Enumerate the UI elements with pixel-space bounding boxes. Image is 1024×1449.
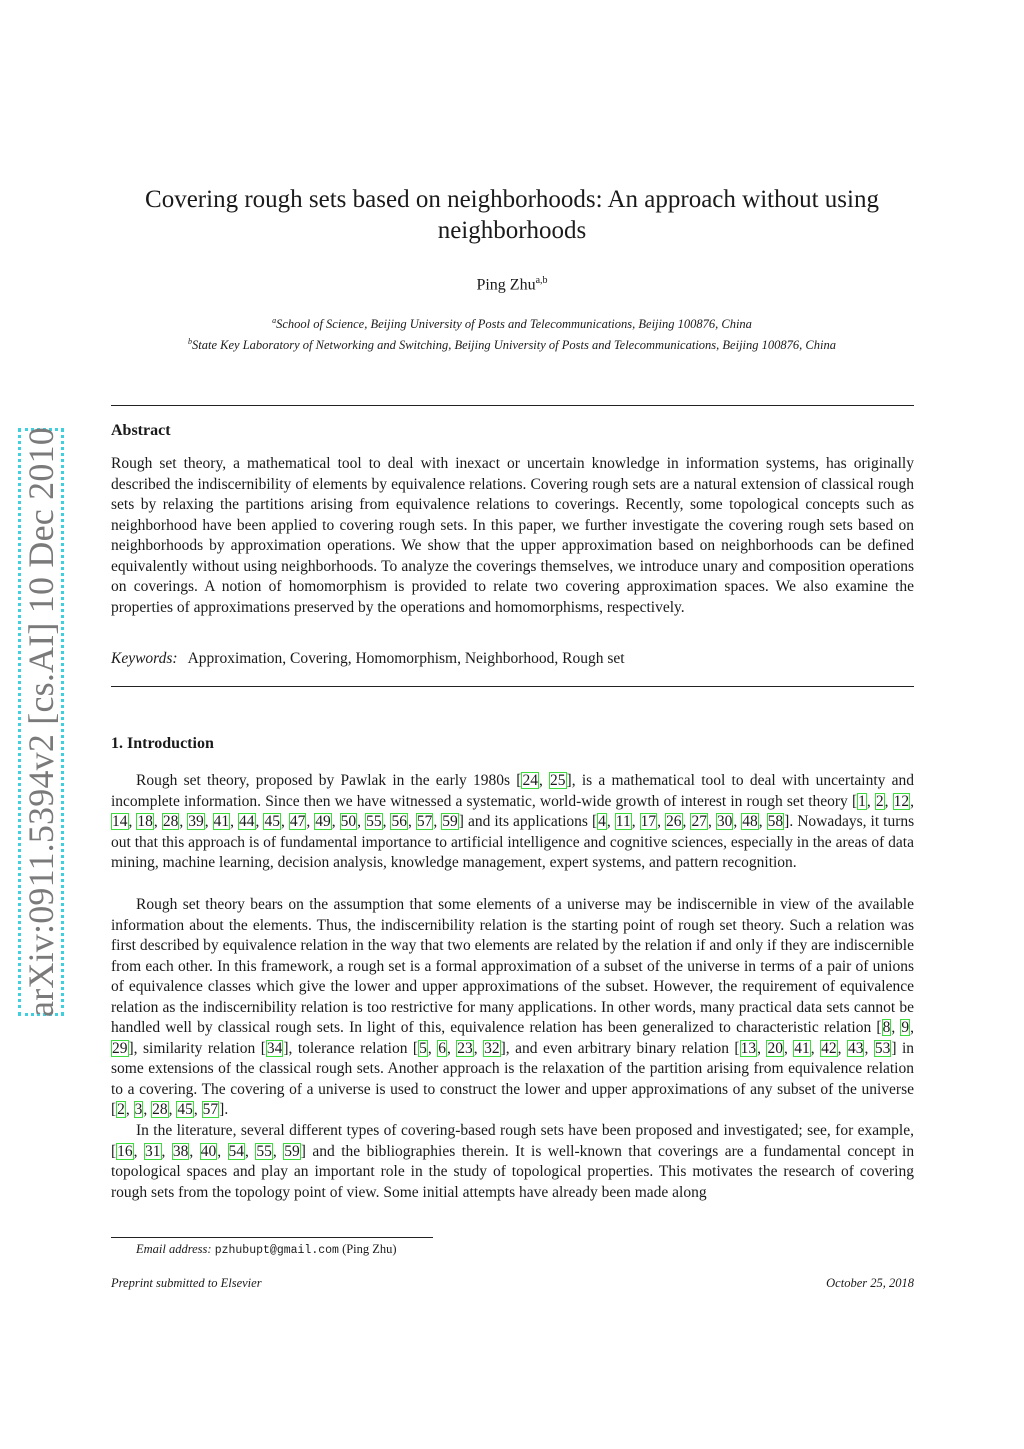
footnote-label: Email address: bbox=[136, 1242, 212, 1256]
intro-paragraph-3: In the literature, several different types of covering-based rough sets have been proposed and investigated; see, for example, [16, 31, 38, 40, 54, 55, 59] and the bibliographies therein. It is well-known that coverings are a fundamental concept in topological spaces and play an important role in the study of topological properties. This motivates the research of covering rough sets from the topology point of view. Some initial attempts have already been made along bbox=[111, 1122, 915, 1201]
abstract-bottom-rule bbox=[111, 686, 914, 687]
citation-link[interactable]: 48 bbox=[742, 813, 758, 830]
affiliation-a: $^a$School of Science, Beijing University of Posts and Telecommunications, Beijing 100876, China bbox=[272, 316, 752, 332]
footer-preprint: Preprint submitted to Elsevier bbox=[111, 1276, 262, 1290]
citation-link[interactable]: 3 bbox=[134, 1101, 143, 1118]
arxiv-stamp bbox=[18, 428, 64, 1016]
citation-link[interactable]: 50 bbox=[340, 813, 357, 830]
citation-link[interactable]: 12 bbox=[893, 792, 910, 810]
citation-link[interactable]: 2 bbox=[875, 792, 884, 810]
author-name: Ping Zhu bbox=[476, 276, 536, 294]
citation-link[interactable]: 39 bbox=[188, 813, 204, 830]
footnote-name: (Ping Zhu) bbox=[342, 1242, 397, 1256]
intro-paragraph-2: Rough set theory bears on the assumption that some elements of a universe may be indiscernible in view of the available information about the elements. Thus, the indiscernibility relation is the starting point of rough set theory. Such a relation was first described by equivalence relation in the way that two elements are related by the relation if and only if they are indiscernible from each other. In this framework, a rough set is a formal approximation of a subset of the universe in terms of a pair of unions of equivalence classes which give the lower and upper approximations of the subset. However, the requirement of equivalence relation as the indiscernibility relation is too restrictive for many applications. In other words, many practical data sets cannot be handled well by classical rough sets. In light of this, equivalence relation has been generalized to characteristic relation [8, 9, 29], similarity relation [34], tolerance relation [5, 6, 23, 32], and even arbitrary binary relation [13, 20, 41, 42, 43, 53] in some extensions of the classical rough sets. Another approach is the relaxation of the partition arising from equivalence relation to a covering. The covering of a universe is used to construct the lower and upper approximations of any subset of the universe [2, 3, 28, 45, 57]. bbox=[111, 896, 915, 1118]
affiliation-b: $^b$State Key Laboratory of Networking and Switching, Beijing University of Posts and Telecommunications, Beijing 100876, China bbox=[188, 337, 836, 353]
citation-link[interactable]: 49 bbox=[315, 813, 331, 830]
citation-link[interactable]: 57 bbox=[416, 813, 433, 830]
citation-link[interactable]: 30 bbox=[716, 813, 733, 830]
citation-link[interactable]: 11 bbox=[615, 813, 631, 830]
title-line-2: neighborhoods bbox=[437, 217, 587, 244]
citation-link[interactable]: 16 bbox=[117, 1142, 133, 1160]
citation-link[interactable]: 55 bbox=[256, 1142, 272, 1160]
keywords-label: Keywords: bbox=[111, 650, 178, 667]
citation-link[interactable]: 31 bbox=[145, 1142, 161, 1160]
citation-link[interactable]: 28 bbox=[162, 813, 179, 830]
citation-link[interactable]: 45 bbox=[177, 1101, 193, 1118]
citation-link[interactable]: 4 bbox=[598, 813, 606, 830]
intro-paragraph-1: Rough set theory, proposed by Pawlak in the early 1980s [24, 25], is a mathematical tool to deal with uncertainty and incomplete information. Since then we have witnessed a systematic, world-wide growth of interest in rough set theory [1, 2, 12, 14, 18, 28, 39, 41, 44, 45, 47, 49, 50, 55, 56, 57, 59] and its applications [4, 11, 17, 26, 27, 30, 48, 58]. Nowadays, it turns out that this approach is of fundamental importance to artificial intelligence and cognitive sciences, especially in the areas of data mining, machine learning, decision analysis, knowledge management, expert systems, and pattern recognition. bbox=[111, 772, 915, 871]
keywords-text: Approximation, Covering, Homomorphism, Neighborhood, Rough set bbox=[187, 650, 625, 667]
citation-link[interactable]: 6 bbox=[438, 1039, 446, 1057]
citation-link[interactable]: 8 bbox=[882, 1019, 891, 1036]
citation-link[interactable]: 27 bbox=[691, 813, 707, 830]
citation-link[interactable]: 42 bbox=[821, 1039, 837, 1057]
citation-link[interactable]: 29 bbox=[112, 1039, 128, 1057]
citation-link[interactable]: 59 bbox=[284, 1142, 300, 1160]
email-link[interactable]: pzhubupt@gmail.com bbox=[214, 1244, 339, 1257]
author bbox=[0, 275, 1024, 294]
citation-link[interactable]: 9 bbox=[901, 1019, 910, 1036]
citation-link[interactable]: 38 bbox=[172, 1142, 189, 1160]
abstract-text: Rough set theory, a mathematical tool to deal with inexact or uncertain knowledge in information systems, has originally described the indiscernibility of elements by equivalence relations. Covering rough sets are a natural extension of classical rough sets by relaxing the partitions arising from equivalence relations to coverings. Recently, some topological concepts such as neighborhood have been applied to covering rough sets. In this paper, we further investigate the covering rough sets based on neighborhoods by approximation operations. We show that the upper approximation based on neighborhoods can be defined equivalently without using neighborhoods. To analyze the coverings themselves, we introduce unary and composition operations on coverings. A notion of homomorphism is provided to relate two covering approximation spaces. We also examine the properties of approximations preserved by the operations and homomorphisms, respectively. bbox=[111, 455, 914, 616]
citation-link[interactable]: 28 bbox=[152, 1101, 168, 1118]
citation-link[interactable]: 47 bbox=[289, 813, 306, 830]
citation-link[interactable]: 13 bbox=[740, 1039, 757, 1057]
citation-link[interactable]: 45 bbox=[264, 813, 280, 830]
citation-link[interactable]: 43 bbox=[847, 1039, 864, 1057]
citation-link[interactable]: 41 bbox=[213, 813, 230, 830]
footer-date: October 25, 2018 bbox=[826, 1276, 914, 1290]
citation-link[interactable]: 25 bbox=[550, 772, 566, 789]
title-line-1: Covering rough sets based on neighborhoods: An approach without using bbox=[145, 186, 879, 213]
keywords bbox=[111, 650, 625, 668]
citation-link[interactable]: 40 bbox=[200, 1142, 217, 1160]
footnote bbox=[136, 1242, 397, 1257]
citation-link[interactable]: 20 bbox=[767, 1039, 783, 1057]
citation-link[interactable]: 1 bbox=[858, 792, 866, 810]
citation-link[interactable]: 2 bbox=[117, 1101, 125, 1118]
author-sup: a,b bbox=[535, 275, 548, 286]
citation-link[interactable]: 17 bbox=[640, 813, 657, 830]
affiliations bbox=[0, 312, 1024, 354]
footnote-rule bbox=[111, 1237, 433, 1238]
citation-link[interactable]: 34 bbox=[266, 1039, 283, 1057]
citation-link[interactable]: 23 bbox=[457, 1039, 473, 1057]
citation-link[interactable]: 57 bbox=[202, 1101, 219, 1118]
paper-title bbox=[120, 184, 904, 246]
citation-link[interactable]: 59 bbox=[442, 813, 458, 830]
citation-link[interactable]: 55 bbox=[366, 813, 382, 830]
abstract-top-rule bbox=[111, 405, 914, 406]
citation-link[interactable]: 53 bbox=[874, 1039, 891, 1057]
citation-link[interactable]: 14 bbox=[112, 813, 128, 830]
citation-link[interactable]: 24 bbox=[522, 772, 538, 789]
citation-link[interactable]: 44 bbox=[239, 813, 255, 830]
citation-link[interactable]: 54 bbox=[228, 1142, 245, 1160]
section-heading-introduction: 1. Introduction bbox=[111, 735, 214, 752]
citation-link[interactable]: 58 bbox=[767, 813, 784, 830]
citation-link[interactable]: 5 bbox=[419, 1039, 427, 1057]
citation-link[interactable]: 56 bbox=[391, 813, 407, 830]
citation-link[interactable]: 32 bbox=[484, 1039, 500, 1057]
citation-link[interactable]: 18 bbox=[137, 813, 153, 830]
citation-link[interactable]: 26 bbox=[666, 813, 682, 830]
abstract-heading: Abstract bbox=[111, 422, 171, 439]
citation-link[interactable]: 41 bbox=[794, 1039, 810, 1057]
arxiv-stamp-text: arXiv:0911.5394v2 [cs.AI] 10 Dec 2010 bbox=[21, 427, 61, 1017]
